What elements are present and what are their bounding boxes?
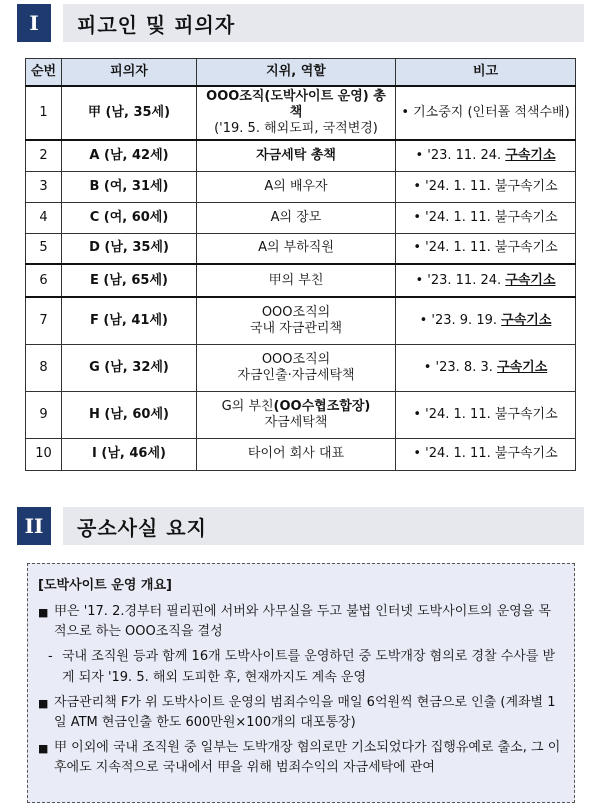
- summary-item-text: 자금관리책 F가 위 도박사이트 운영의 범죄수익을 매일 6억원씩 현금으로 인출 (계좌별 1일 ATM 현금인출 한도 600만원×100개의 대포통장): [54, 694, 556, 730]
- cell-suspect: G (남, 32세): [62, 344, 197, 391]
- role-line-bold: (OO수협조합장): [273, 398, 371, 414]
- table-row: [26, 391, 576, 438]
- cell-seq: 7: [26, 297, 62, 344]
- cell-role: [197, 86, 396, 141]
- cell-remark: [396, 264, 576, 297]
- cell-suspect: B (여, 31세): [62, 171, 197, 202]
- cell-seq: 2: [26, 140, 62, 171]
- cell-remark: • '24. 1. 11. 불구속기소: [396, 233, 576, 264]
- cell-role: A의 부하직원: [197, 233, 396, 264]
- cell-remark: • '24. 1. 11. 불구속기소: [396, 202, 576, 233]
- cell-remark: [396, 86, 576, 141]
- cell-role: 타이어 회사 대표: [197, 438, 396, 470]
- role-line: 자금세탁책: [264, 414, 328, 430]
- cell-seq: 10: [26, 438, 62, 470]
- cell-remark: • '24. 1. 11. 불구속기소: [396, 391, 576, 438]
- remark-text: • 기소중지 (인터폴 적색수배): [401, 104, 570, 120]
- header-role: 지위, 역할: [197, 59, 396, 86]
- cell-seq: 9: [26, 391, 62, 438]
- summary-subitem: [38, 647, 562, 687]
- cell-suspect: C (여, 60세): [62, 202, 197, 233]
- remark-text: • '23. 11. 24.: [415, 272, 506, 288]
- cell-suspect: E (남, 65세): [62, 264, 197, 297]
- cell-role: [197, 391, 396, 438]
- summary-box: [27, 563, 575, 803]
- remark-status: 구속기소: [501, 312, 552, 328]
- table-row: [26, 297, 576, 344]
- cell-remark: [396, 140, 576, 171]
- section-title: 피고인 및 피의자: [63, 4, 584, 42]
- remark-status: 구속기소: [497, 359, 548, 375]
- cell-seq: 4: [26, 202, 62, 233]
- cell-suspect: A (남, 42세): [62, 140, 197, 171]
- dash-bullet-icon: -: [48, 649, 53, 665]
- cell-remark: • '24. 1. 11. 불구속기소: [396, 171, 576, 202]
- summary-heading: [도박사이트 운영 개요]: [38, 578, 172, 593]
- cell-role: 자금세탁 총책: [197, 140, 396, 171]
- cell-role: A의 장모: [197, 202, 396, 233]
- table-header-row: [26, 59, 576, 86]
- cell-seq: 3: [26, 171, 62, 202]
- role-note: ('19. 5. 해외도피, 국적변경): [214, 121, 378, 136]
- cell-role: A의 배우자: [197, 171, 396, 202]
- table-row: [26, 233, 576, 264]
- table-row: [26, 86, 576, 141]
- cell-suspect: I (남, 46세): [62, 438, 197, 470]
- cell-suspect: H (남, 60세): [62, 391, 197, 438]
- table-row: [26, 202, 576, 233]
- cell-role: 甲의 부친: [197, 264, 396, 297]
- cell-remark: • '24. 1. 11. 불구속기소: [396, 438, 576, 470]
- summary-item: [38, 693, 562, 733]
- table-row: [26, 264, 576, 297]
- section-header-1: [17, 4, 584, 42]
- table-row: [26, 344, 576, 391]
- summary-item-text: 甲 이외에 국내 조직원 중 일부는 도박개장 혐의로만 기소되었다가 집행유예로 출소, 그 이후에도 지속적으로 국내에서 甲을 위해 범죄수익의 자금세탁에 관여: [54, 739, 561, 776]
- square-bullet-icon: ■: [38, 606, 49, 620]
- summary-item: [38, 602, 562, 642]
- cell-suspect: 甲 (남, 35세): [62, 86, 197, 141]
- cell-seq: 1: [26, 86, 62, 141]
- table-row: [26, 171, 576, 202]
- cell-role: [197, 344, 396, 391]
- table-row: [26, 438, 576, 470]
- remark-status: 구속기소: [505, 272, 556, 288]
- role-line: OOO조직의: [261, 304, 331, 320]
- remark-status: 구속기소: [505, 147, 556, 163]
- section-title: 공소사실 요지: [63, 507, 584, 545]
- suspects-table: [25, 58, 576, 471]
- cell-seq: 8: [26, 344, 62, 391]
- cell-seq: 6: [26, 264, 62, 297]
- summary-item: [38, 738, 562, 778]
- remark-text: • '23. 11. 24.: [415, 147, 506, 163]
- cell-seq: 5: [26, 233, 62, 264]
- section-header-2: [17, 507, 584, 545]
- header-seq: 순번: [26, 59, 62, 86]
- header-suspect: 피의자: [62, 59, 197, 86]
- cell-remark: [396, 297, 576, 344]
- summary-item-text: 甲은 '17. 2.경부터 필리핀에 서버와 사무실을 두고 불법 인터넷 도박사이트의 운영을 목적으로 하는 OOO조직을 결성: [54, 604, 551, 640]
- summary-subitem-text: 국내 조직원 등과 함께 16개 도박사이트를 운영하던 중 도박개장 혐의로 경찰 수사를 받게 되자 '19. 5. 해외 도피한 후, 현재까지도 계속 운영: [62, 649, 556, 685]
- role-line: 국내 자금관리책: [249, 321, 343, 336]
- cell-suspect: D (남, 35세): [62, 233, 197, 264]
- remark-text: • '23. 8. 3.: [423, 359, 498, 375]
- role-line: OOO조직의: [261, 351, 331, 367]
- cell-suspect: F (남, 41세): [62, 297, 197, 344]
- cell-role: [197, 297, 396, 344]
- cell-remark: [396, 344, 576, 391]
- section-number: I: [17, 4, 51, 42]
- square-bullet-icon: ■: [38, 741, 49, 755]
- role-line: 자금인출·자금세탁책: [237, 367, 355, 383]
- remark-text: • '23. 9. 19.: [419, 312, 502, 328]
- role-main: OOO조직(도박사이트 운영) 총책: [206, 88, 386, 120]
- section-number: II: [17, 507, 51, 545]
- table-row: [26, 140, 576, 171]
- header-remark: 비고: [396, 59, 576, 86]
- square-bullet-icon: ■: [38, 696, 49, 710]
- role-line: G의 부친: [221, 398, 274, 414]
